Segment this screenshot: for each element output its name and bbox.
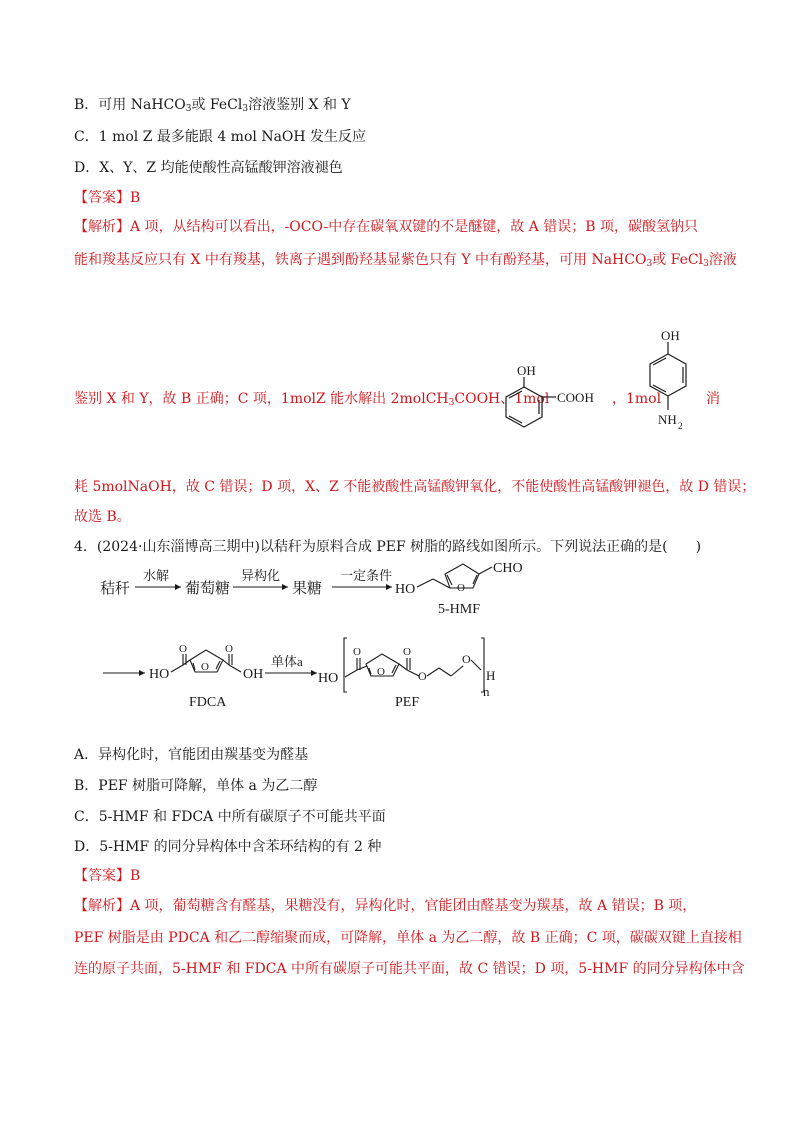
svg-text:秸秆: 秸秆 bbox=[100, 581, 131, 597]
q3-answer: 【答案】B bbox=[74, 190, 141, 206]
svg-text:FDCA: FDCA bbox=[189, 695, 227, 710]
svg-text:水解: 水解 bbox=[143, 568, 170, 583]
svg-text:O: O bbox=[418, 669, 427, 683]
q3-analysis-line3b: ，1mol bbox=[612, 391, 662, 407]
svg-text:果糖: 果糖 bbox=[292, 581, 323, 597]
q4-answer: 【答案】B bbox=[74, 868, 141, 884]
svg-text:COOH: COOH bbox=[557, 390, 594, 405]
svg-text:一定条件: 一定条件 bbox=[340, 568, 393, 583]
synthesis-scheme-row1 bbox=[95, 560, 615, 630]
svg-text:O: O bbox=[201, 661, 209, 673]
svg-text:O: O bbox=[225, 643, 233, 655]
svg-text:HO: HO bbox=[149, 667, 170, 682]
svg-text:O: O bbox=[457, 582, 465, 594]
svg-text:OH: OH bbox=[517, 365, 536, 378]
svg-text:NH: NH bbox=[658, 412, 677, 427]
svg-text:OH: OH bbox=[243, 667, 264, 682]
q3-analysis-line2: 能和羧基反应只有 X 中有羧基，铁离子遇到酚羟基显紫色只有 Y 中有酚羟基，可用 NaHCO$_3$或 FeCl$_3$溶液 bbox=[74, 252, 737, 269]
svg-text:PEF: PEF bbox=[395, 695, 420, 710]
q4-option-a: A．异构化时，官能团由羰基变为醛基 bbox=[74, 747, 309, 763]
aminophenol-structure bbox=[640, 328, 700, 446]
svg-text:异构化: 异构化 bbox=[241, 568, 281, 583]
svg-text:葡萄糖: 葡萄糖 bbox=[185, 581, 231, 597]
q4-option-d: D．5-HMF 的同分异构体中含苯环结构的有 2 种 bbox=[74, 839, 382, 855]
svg-text:O: O bbox=[462, 652, 471, 666]
q4-analysis-line2: PEF 树脂是由 PDCA 和乙二醇缩聚而成，可降解，单体 a 为乙二醇，故 B 正确；C 项，碳碳双键上直接相 bbox=[74, 930, 742, 946]
q3-analysis-line5: 故选 B。 bbox=[74, 509, 131, 525]
svg-text:O: O bbox=[403, 646, 411, 658]
q3-analysis-line4: 耗 5molNaOH，故 C 错误；D 项，X、Z 不能被酸性高锰酸钾氧化，不能使酸性高锰酸钾褪色，故 D 错误； bbox=[74, 479, 756, 495]
salicylic-acid-structure bbox=[500, 365, 600, 445]
svg-text:HO: HO bbox=[318, 671, 339, 686]
q3-analysis-line1: 【解析】A 项，从结构可以看出，-OCO-中存在碳氧双键的不是醚键，故 A 错误；B 项，碳酸氢钠只 bbox=[74, 219, 698, 235]
q4-option-b: B．PEF 树脂可降解，单体 a 为乙二醇 bbox=[74, 778, 318, 794]
q4-option-c: C．5-HMF 和 FDCA 中所有碳原子不可能共平面 bbox=[74, 809, 386, 825]
q4-analysis-line3: 连的原子共面，5-HMF 和 FDCA 中所有碳原子可能共平面，故 C 错误；D 项，5-HMF 的同分异构体中含 bbox=[74, 961, 745, 977]
svg-text:5-HMF: 5-HMF bbox=[438, 602, 481, 617]
q3-analysis-line3c: 消 bbox=[706, 391, 720, 407]
svg-text:O: O bbox=[353, 646, 361, 658]
q3-option-c: C．1 mol Z 最多能跟 4 mol NaOH 发生反应 bbox=[74, 129, 367, 145]
svg-text:CHO: CHO bbox=[493, 561, 523, 576]
svg-text:OH: OH bbox=[661, 328, 680, 343]
svg-text:2: 2 bbox=[678, 421, 683, 431]
q4-stem: 4．(2024·山东淄博高三期中)以秸秆为原料合成 PEF 树脂的路线如图所示。下列说法正确的是( ) bbox=[74, 539, 702, 555]
svg-text:O: O bbox=[377, 666, 385, 678]
q4-analysis-line1: 【解析】A 项，葡萄糖含有醛基，果糖没有，异构化时，官能团由醛基变为羰基，故 A 错误；B 项， bbox=[74, 898, 697, 914]
svg-text:HO: HO bbox=[395, 582, 416, 597]
svg-text:n: n bbox=[483, 684, 490, 699]
svg-text:单体a: 单体a bbox=[271, 654, 303, 669]
synthesis-scheme-row2 bbox=[95, 630, 525, 715]
q3-option-d: D．X、Y、Z 均能使酸性高锰酸钾溶液褪色 bbox=[74, 160, 343, 176]
svg-text:H: H bbox=[486, 668, 496, 683]
q3-option-b: B．可用 NaHCO$_3$或 FeCl$_3$溶液鉴别 X 和 Y bbox=[74, 97, 351, 114]
svg-text:O: O bbox=[179, 643, 187, 655]
q3-analysis-line3a: 鉴别 X 和 Y，故 B 正确；C 项，1molZ 能水解出 2molCH$_3$COOH、1mol bbox=[74, 391, 550, 408]
